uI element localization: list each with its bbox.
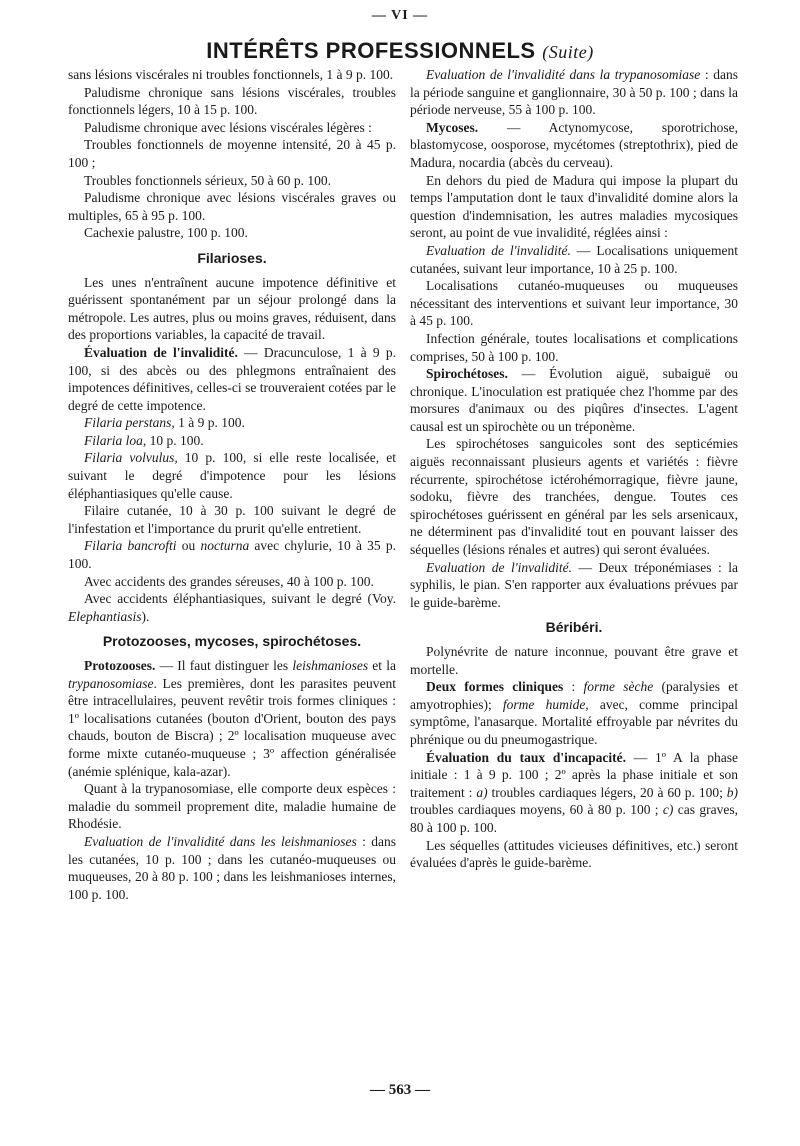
list-marker: a) [476,784,488,800]
paragraph [410,678,738,748]
paragraph [68,432,396,450]
species-name: Filaria volvulus, [84,450,178,466]
text-run: — Évolution aiguë, subaiguë ou chronique. L'inoculation est pratiquée chez l'homme par des morsures d'animaux ou des piqûres d'insectes. L'agent causal est un spirochète ou un tréponème. [410,366,738,434]
paragraph [68,833,396,903]
page-title-text: INTÉRÊTS PROFESSIONNELS [206,38,536,63]
paragraph: En dehors du pied de Madura qui impose la plupart du temps l'amputation dont le taux d'invalidité domine alors la question d'indemnisation, les autres maladies mycosiques seront, au point de vue invalidité, réglées ainsi : [410,172,738,241]
section-heading-filarioses: Filarioses. [197,249,267,266]
text-run: cas graves, 80 à 100 p. 100. [410,802,738,835]
text-run: : dans la période sanguine et ganglionnaire, 30 à 50 p. 100 ; dans la période nerveuse, 55 à 100 p. 100. [410,67,739,118]
paragraph: Polynévrite de nature inconnue, pouvant être grave et mortelle. [410,644,738,677]
text-run: — Localisations uniquement cutanées, suivant leur importance, 10 à 25 p. 100. [410,242,739,276]
paragraph: Paludisme chronique sans lésions viscérales, troubles fonctionnels légers, 10 à 15 p. 100. [68,84,396,118]
text-run: ). [141,608,150,624]
text-run: — Dracunculose, 1 à 9 p. 100, si des abcès ou des phlegmons entraînaient des impotences définitives, celles-ci se trouveraient cotées par le degré de cette impotence. [68,344,396,413]
paragraph [68,344,396,414]
paragraph: Cachexie palustre, 100 p. 100. [84,225,248,241]
paragraph [410,66,738,119]
paragraph: Troubles fonctionnels sérieux, 50 à 60 p. 100. [84,172,331,188]
species-name: Filaria loa, [84,432,147,448]
page-number-roman: — VI — [371,8,429,23]
species-name: nocturna [200,538,250,554]
run-heading: Evaluation de l'invalidité dans les leishmanioses [84,833,357,849]
list-marker: b) [726,784,738,800]
run-heading: Spirochétoses. [426,366,508,382]
paragraph [410,749,738,837]
run-heading: Protozooses. [84,658,156,673]
paragraph [68,449,396,502]
paragraph [410,119,738,172]
text-run: — 1º A la phase initiale : 1 à 9 p. 100 ; 2º après la phase initiale et son traitement : [410,749,738,800]
page-title [0,38,800,64]
page-title-suite: (Suite) [542,42,594,62]
text-run: — Deux tréponémiases : la syphilis, le pian. S'en rapporter aux évaluations prévues par le guide-barème. [410,559,738,610]
paragraph: Les spirochétoses sanguicoles sont des septicémies aiguës reconnaissant plusieurs agents et variétés : fièvre récurrente, spirochétose ictérohémorragique, fièvre jaune, sodoku, fièvre des tranchées, dengue. Toutes ces spirochétoses guérissent en général par les sels arsenicaux, ne déterminent pas d'invalidité tout en pouvant laisser des séquelles (lésions rénales et autres) qui seront évaluées. [410,436,738,558]
text-run: avec, comme principal symptôme, l'anasarque. Mortalité effroyable par névrites du phrénique ou du pneumogastrique. [410,696,738,747]
run-heading: Mycoses. [426,119,479,135]
paragraph: Quant à la trypanosomiase, elle comporte deux espèces : maladie du sommeil proprement dite, maladie humaine de Rhodésie. [68,781,396,832]
paragraph: Infection générale, toutes localisations et complications comprises, 50 à 100 p. 100. [410,330,738,364]
text-run: Avec accidents éléphantiasiques, suivant le degré (Voy. [84,591,396,607]
paragraph: Les unes n'entraînent aucune impotence définitive et guérissent spontanément par un séjour prolongé dans la métropole. Les autres, plus ou moins graves, réduisent, dans des proportions variables, la capacité de travail. [68,274,396,343]
run-heading: Deux formes cliniques [426,679,564,695]
text-run: troubles cardiaques légers, 20 à 60 p. 100; [487,784,727,800]
species-name: Filaria bancrofti [84,538,177,554]
term: trypanosomiase [68,675,154,691]
text-run: 10 p. 100, si elle reste localisée, et suivant le degré d'impotence pour les lésions éléphantiasiques qu'elle cause. [68,450,396,501]
page-number: — 563 — [370,1082,430,1098]
text-run: — Il faut distinguer les [155,658,293,673]
left-column [68,66,396,903]
text-run: — Actynomycose, sporotrichose, blastomycose, oosporose, mycétomes (streptothrix), pied de Madura, nocardia (abcès du cerveau). [410,119,738,170]
paragraph: sans lésions viscérales ni troubles fonctionnels, 1 à 9 p. 100. [68,67,394,82]
text-run: . Les premières, dont les parasites peuvent être intracellulaires, peuvent revêtir trois formes cliniques : 1º localisations cutanées (bouton d'Orient, bouton des pays chauds, bouton de Biscra) ; 2º localisation muqueuse avec forme mixte cutanéo-muqueuse ; 3º affection généralisée (anémie splénique, kala-azar). [68,675,396,779]
run-heading: Évaluation du taux d'incapacité. [426,749,626,765]
paragraph: Paludisme chronique avec lésions viscérales légères : [84,119,372,135]
paragraph: Avec accidents des grandes séreuses, 40 à 100 p. 100. [84,573,374,589]
list-marker: c) [662,802,674,818]
term: leishmanioses [292,658,369,673]
run-heading: Evaluation de l'invalidité. [426,559,572,575]
paragraph [410,559,738,612]
run-heading: Evaluation de l'invalidité dans la trypanosomiase [426,67,701,82]
species-name: Filaria perstans, [84,415,175,431]
term: forme humide, [502,696,589,712]
cross-reference: Elephantiasis [68,608,142,624]
paragraph [68,590,396,625]
text-run: ou [176,538,201,554]
text-run: et la [368,658,396,673]
text-run: troubles cardiaques moyens, 60 à 80 p. 100 ; [410,802,663,818]
section-heading-protozooses: Protozooses, mycoses, spirochétoses. [102,633,362,650]
text-run: (paralysies et amyotrophies); [410,679,738,712]
text-run: : [563,679,584,695]
run-heading: Évaluation de l'invalidité. [84,344,238,360]
paragraph [410,242,738,277]
run-heading: Evaluation de l'invalidité. [426,242,571,258]
text-run: : dans les cutanées, 10 p. 100 ; dans les cutanéo-muqueuses ou muqueuses, 20 à 80 p. 100 ; dans les leishmanioses internes, 100 p. 100. [68,833,397,902]
paragraph: Filaire cutanée, 10 à 30 p. 100 suivant le degré de l'infestation et l'importance du prurit qu'elle entretient. [68,503,396,536]
section-heading-beriberi: Béribéri. [545,619,603,636]
right-column [410,66,738,872]
text-run: avec chylurie, 10 à 35 p. 100. [68,538,397,572]
paragraph: Paludisme chronique avec lésions viscérales graves ou multiples, 65 à 95 p. 100. [68,190,396,223]
paragraph: Localisations cutanéo-muqueuses ou muqueuses nécessitant des interventions et suivant leur importance, 30 à 45 p. 100. [410,278,738,329]
paragraph [68,414,396,432]
text-run: 10 p. 100. [146,432,204,448]
paragraph: Les séquelles (attitudes vicieuses définitives, etc.) seront évaluées d'après le guide-barème. [410,837,738,871]
term: forme sèche [583,679,654,695]
paragraph [68,537,396,572]
text-run: 1 à 9 p. 100. [174,415,245,431]
paragraph: Troubles fonctionnels de moyenne intensité, 20 à 45 p. 100 ; [68,137,396,170]
paragraph [410,365,738,435]
paragraph [68,657,396,780]
